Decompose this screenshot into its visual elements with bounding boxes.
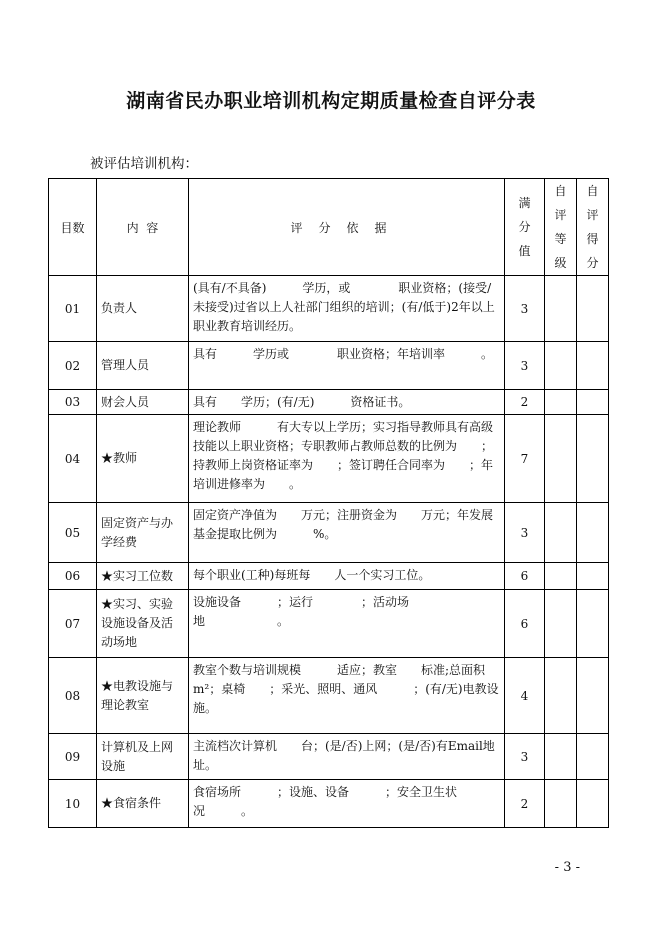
row-basis: 具有 学历；(有/无) 资格证书。 bbox=[189, 390, 505, 415]
header-basis: 评分依据 bbox=[189, 179, 505, 276]
table-row bbox=[49, 590, 609, 658]
row-full-score: 6 bbox=[505, 590, 545, 658]
self-score-cell[interactable] bbox=[577, 734, 609, 780]
row-content: 管理人员 bbox=[97, 342, 189, 390]
table-row bbox=[49, 780, 609, 828]
row-basis: 食宿场所 ；设施、设备 ；安全卫生状况 。 bbox=[189, 780, 505, 828]
table-row bbox=[49, 734, 609, 780]
self-score-cell[interactable] bbox=[577, 780, 609, 828]
row-full-score: 6 bbox=[505, 563, 545, 590]
header-self-score: 自 评 得 分 bbox=[577, 179, 609, 276]
table-row bbox=[49, 390, 609, 415]
row-full-score: 3 bbox=[505, 342, 545, 390]
self-grade-cell[interactable] bbox=[545, 780, 577, 828]
self-score-cell[interactable] bbox=[577, 590, 609, 658]
row-full-score: 7 bbox=[505, 415, 545, 503]
self-score-cell[interactable] bbox=[577, 563, 609, 590]
self-score-cell[interactable] bbox=[577, 390, 609, 415]
row-basis: 设施设备 ；运行 ；活动场地 。 bbox=[189, 590, 505, 658]
header-content: 内 容 bbox=[97, 179, 189, 276]
self-grade-cell[interactable] bbox=[545, 734, 577, 780]
header-no: 目数 bbox=[49, 179, 97, 276]
table-row bbox=[49, 563, 609, 590]
table-row bbox=[49, 503, 609, 563]
self-score-cell[interactable] bbox=[577, 415, 609, 503]
self-grade-cell[interactable] bbox=[545, 563, 577, 590]
row-basis: 教室个数与培训规模 适应；教室 标准;总面积 m²；桌椅 ；采光、照明、通风 ；(有/无)电教设施。 bbox=[189, 658, 505, 734]
row-full-score: 3 bbox=[505, 276, 545, 342]
table-row bbox=[49, 658, 609, 734]
row-full-score: 2 bbox=[505, 780, 545, 828]
self-grade-cell[interactable] bbox=[545, 390, 577, 415]
org-label: 被评估培训机构： bbox=[90, 156, 198, 172]
row-no: 07 bbox=[49, 590, 97, 658]
row-no: 01 bbox=[49, 276, 97, 342]
table-row bbox=[49, 342, 609, 390]
row-no: 05 bbox=[49, 503, 97, 563]
header-self-grade: 自 评 等 级 bbox=[545, 179, 577, 276]
header-full-score: 满 分 值 bbox=[505, 179, 545, 276]
table-row bbox=[49, 415, 609, 503]
row-basis: (具有/不具备) 学历，或 职业资格；(接受/未接受)过省以上人社部门组织的培训；(有/低于)2年以上职业教育培训经历。 bbox=[189, 276, 505, 342]
row-basis: 具有 学历或 职业资格；年培训率 。 bbox=[189, 342, 505, 390]
row-basis: 主流档次计算机 台；(是/否)上网；(是/否)有Email地址。 bbox=[189, 734, 505, 780]
row-no: 08 bbox=[49, 658, 97, 734]
row-full-score: 3 bbox=[505, 734, 545, 780]
self-grade-cell[interactable] bbox=[545, 415, 577, 503]
self-score-cell[interactable] bbox=[577, 342, 609, 390]
row-content: ★实习工位数 bbox=[97, 563, 189, 590]
row-no: 02 bbox=[49, 342, 97, 390]
self-grade-cell[interactable] bbox=[545, 658, 577, 734]
row-full-score: 3 bbox=[505, 503, 545, 563]
evaluation-table bbox=[48, 178, 609, 828]
page-number: - 3 - bbox=[554, 860, 580, 875]
row-full-score: 4 bbox=[505, 658, 545, 734]
row-full-score: 2 bbox=[505, 390, 545, 415]
row-content: ★食宿条件 bbox=[97, 780, 189, 828]
self-grade-cell[interactable] bbox=[545, 342, 577, 390]
row-content: ★教师 bbox=[97, 415, 189, 503]
row-content: 固定资产与办学经费 bbox=[97, 503, 189, 563]
row-content: 财会人员 bbox=[97, 390, 189, 415]
row-no: 03 bbox=[49, 390, 97, 415]
row-no: 04 bbox=[49, 415, 97, 503]
self-score-cell[interactable] bbox=[577, 658, 609, 734]
row-no: 09 bbox=[49, 734, 97, 780]
page-title: 湖南省民办职业培训机构定期质量检查自评分表 bbox=[126, 90, 536, 112]
table-header-row bbox=[49, 179, 609, 276]
self-grade-cell[interactable] bbox=[545, 276, 577, 342]
row-content: ★实习、实验设施设备及活动场地 bbox=[97, 590, 189, 658]
row-basis: 理论教师 有大专以上学历；实习指导教师具有高级技能以上职业资格；专职教师占教师总数的比例为 ；持教师上岗资格证率为 ；签订聘任合同率为 ；年培训进修率为 。 bbox=[189, 415, 505, 503]
row-no: 10 bbox=[49, 780, 97, 828]
row-basis: 每个职业(工种)每班每 人一个实习工位。 bbox=[189, 563, 505, 590]
row-no: 06 bbox=[49, 563, 97, 590]
self-score-cell[interactable] bbox=[577, 276, 609, 342]
row-content: 计算机及上网设施 bbox=[97, 734, 189, 780]
self-grade-cell[interactable] bbox=[545, 590, 577, 658]
row-content: 负责人 bbox=[97, 276, 189, 342]
self-grade-cell[interactable] bbox=[545, 503, 577, 563]
row-content: ★电教设施与理论教室 bbox=[97, 658, 189, 734]
self-score-cell[interactable] bbox=[577, 503, 609, 563]
table-row bbox=[49, 276, 609, 342]
row-basis: 固定资产净值为 万元；注册资金为 万元；年发展基金提取比例为 %。 bbox=[189, 503, 505, 563]
